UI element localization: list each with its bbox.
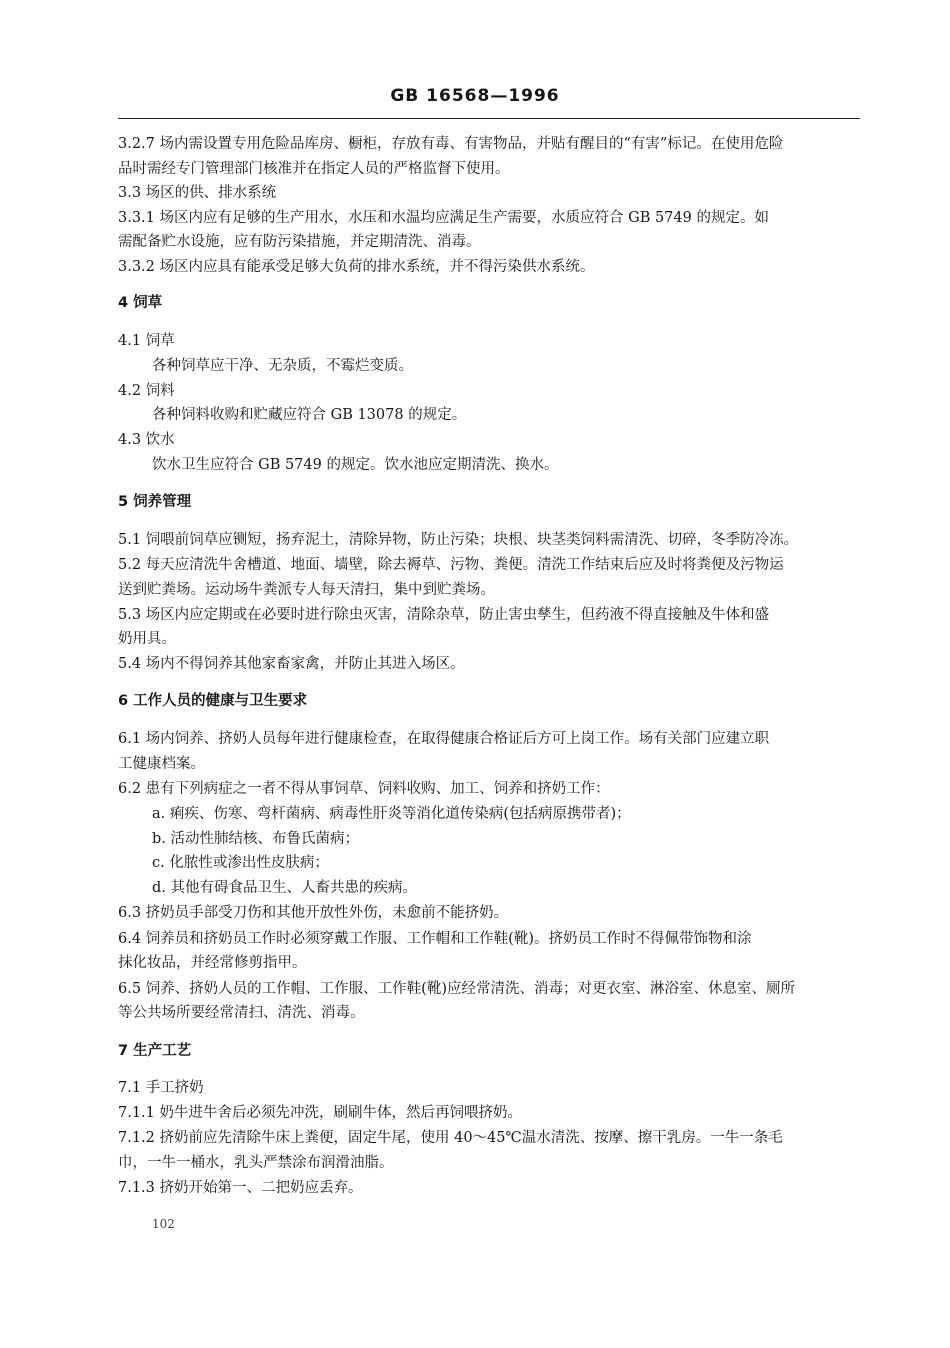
section-heading-7: 7 生产工艺 bbox=[118, 1043, 192, 1059]
text-line: 各种饲料收购和贮藏应符合 GB 13078 的规定。 bbox=[152, 407, 467, 423]
text-line: 3.3.1 场区内应有足够的生产用水，水压和水温均应满足生产需要，水质应符合 GB 5749 的规定。如 bbox=[118, 210, 769, 226]
text-line: 巾，一牛一桶水，乳头严禁涂布润滑油脂。 bbox=[118, 1155, 394, 1171]
section-heading-5: 5 饲养管理 bbox=[118, 494, 192, 510]
list-item: d. 其他有碍食品卫生、人畜共患的疾病。 bbox=[152, 880, 417, 896]
subsection-heading: 4.3 饮水 bbox=[118, 432, 175, 448]
text-line: 7.1.3 挤奶开始第一、二把奶应丢弃。 bbox=[118, 1180, 363, 1196]
text-line: 5.2 每天应清洗牛舍槽道、地面、墙壁，除去褥草、污物、粪便。清洗工作结束后应及时将粪便及污物运 bbox=[118, 557, 784, 573]
text-line: 3.2.7 场内需设置专用危险品库房、橱柜，存放有毒、有害物品，并贴有醒目的“有害”标记。在使用危险 bbox=[118, 136, 784, 152]
text-line: 饮水卫生应符合 GB 5749 的规定。饮水池应定期清洗、换水。 bbox=[152, 457, 559, 473]
text-line: 7.1.1 奶牛进牛舍后必须先冲洗，刷刷牛体，然后再饲喂挤奶。 bbox=[118, 1105, 523, 1121]
text-line: 送到贮粪场。运动场牛粪派专人每天清扫，集中到贮粪场。 bbox=[118, 582, 495, 598]
list-item: b. 活动性肺结核、布鲁氏菌病； bbox=[152, 831, 359, 847]
text-line: 5.3 场区内应定期或在必要时进行除虫灭害，清除杂草，防止害虫孳生，但药液不得直接触及牛体和盛 bbox=[118, 607, 770, 623]
text-line: 6.3 挤奶员手部受刀伤和其他开放性外伤，未愈前不能挤奶。 bbox=[118, 905, 509, 921]
header-rule bbox=[118, 118, 860, 119]
list-item: c. 化脓性或渗出性皮肤病； bbox=[152, 855, 329, 871]
subsection-heading: 3.3 场区的供、排水系统 bbox=[118, 185, 277, 201]
subsection-heading: 4.1 饲草 bbox=[118, 333, 175, 349]
text-line: 5.4 场内不得饲养其他家畜家禽，并防止其进入场区。 bbox=[118, 656, 465, 672]
text-line: 6.1 场内饲养、挤奶人员每年进行健康检查，在取得健康合格证后方可上岗工作。场有关部门应建立职 bbox=[118, 731, 770, 747]
text-line: 各种饲草应干净、无杂质，不霉烂变质。 bbox=[152, 358, 413, 374]
text-line: 需配备贮水设施，应有防污染措施，并定期清洗、消毒。 bbox=[118, 234, 481, 250]
subsection-heading: 4.2 饲料 bbox=[118, 383, 175, 399]
page-header-standard-number: GB 16568—1996 bbox=[390, 86, 560, 106]
text-line: 5.1 饲喂前饲草应铡短，扬弃泥土，清除异物，防止污染；块根、块茎类饲料需清洗、切碎，冬季防冷冻。 bbox=[118, 532, 799, 548]
text-line: 7.1.2 挤奶前应先清除牛床上粪便，固定牛尾，使用 40～45℃温水清洗、按摩、擦干乳房。一牛一条毛 bbox=[118, 1130, 783, 1146]
text-line: 抹化妆品，并经常修剪指甲。 bbox=[118, 955, 307, 971]
page-number: 102 bbox=[152, 1217, 175, 1231]
list-item: a. 痢疾、伤寒、弯杆菌病、病毒性肝炎等消化道传染病(包括病原携带者)； bbox=[152, 806, 631, 822]
text-line: 6.2 患有下列病症之一者不得从事饲草、饲料收购、加工、饲养和挤奶工作： bbox=[118, 781, 610, 797]
text-line: 等公共场所要经常清扫、清洗、消毒。 bbox=[118, 1005, 365, 1021]
text-line: 6.5 饲养、挤奶人员的工作帽、工作服、工作鞋(靴)应经常清洗、消毒；对更衣室、淋浴室、休息室、厕所 bbox=[118, 981, 795, 997]
text-line: 品时需经专门管理部门核准并在指定人员的严格监督下使用。 bbox=[118, 161, 510, 177]
text-line: 奶用具。 bbox=[118, 631, 176, 647]
section-heading-6: 6 工作人员的健康与卫生要求 bbox=[118, 693, 308, 709]
section-heading-4: 4 饲草 bbox=[118, 295, 163, 311]
subsection-heading: 7.1 手工挤奶 bbox=[118, 1080, 204, 1096]
text-line: 3.3.2 场区内应具有能承受足够大负荷的排水系统，并不得污染供水系统。 bbox=[118, 259, 595, 275]
text-line: 工健康档案。 bbox=[118, 756, 205, 772]
text-line: 6.4 饲养员和挤奶员工作时必须穿戴工作服、工作帽和工作鞋(靴)。挤奶员工作时不得佩带饰物和涂 bbox=[118, 931, 752, 947]
